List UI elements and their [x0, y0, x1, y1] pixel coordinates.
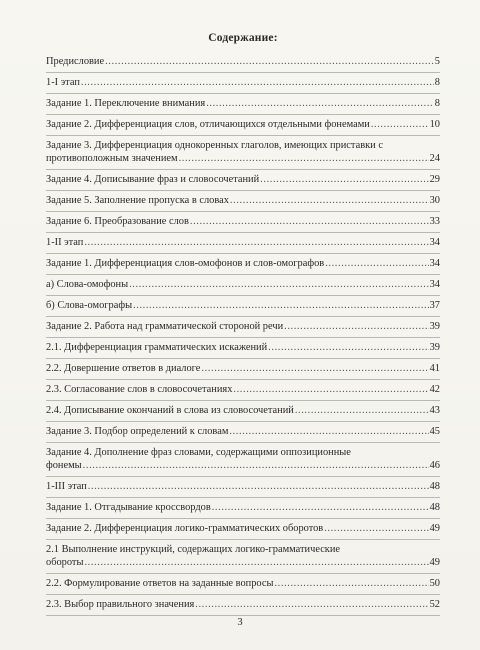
toc-entry-text: Задание 3. Подбор определений к словам	[46, 426, 229, 437]
toc-entry-line	[46, 320, 440, 333]
page-number: 3	[237, 617, 243, 628]
dot-leader	[179, 152, 429, 165]
toc-entry-line	[46, 299, 440, 312]
toc-entry-line	[46, 480, 440, 493]
dot-leader	[129, 278, 429, 291]
toc-entry-text: б) Слова-омографы	[46, 300, 133, 311]
toc-entry-page: 50	[429, 578, 440, 589]
toc-entry	[46, 115, 440, 136]
toc-entry-line	[46, 522, 440, 535]
dot-leader	[295, 404, 429, 417]
dot-leader	[371, 118, 429, 131]
toc-entry-text: 2.1. Дифференциация грамматических искажений	[46, 342, 268, 353]
toc-entry-page: 45	[429, 426, 440, 437]
toc-entry-page: 49	[429, 557, 440, 568]
toc-entry-text-continued: противоположным значением	[46, 153, 178, 164]
toc-entry-page: 37	[429, 300, 440, 311]
toc-entry-line	[46, 173, 440, 186]
toc-entry-text: Задание 1. Отгадывание кроссвордов	[46, 502, 211, 513]
toc-entry-text: Задание 6. Преобразование слов	[46, 216, 189, 227]
toc-entry-text-continued: фонемы	[46, 460, 82, 471]
toc-entry	[46, 595, 440, 616]
toc-entry	[46, 317, 440, 338]
dot-leader	[229, 425, 428, 438]
toc-entry-text: 1-I этап	[46, 77, 80, 88]
dot-leader	[88, 480, 429, 493]
toc-entry	[46, 443, 440, 477]
page-title: Содержание:	[208, 32, 278, 44]
dot-leader	[84, 556, 428, 569]
dot-leader	[206, 97, 434, 110]
toc-entry-text-continued: обороты	[46, 557, 84, 568]
toc-entry-page: 43	[429, 405, 440, 416]
toc-entry-text: а) Слова-омофоны	[46, 279, 129, 290]
toc-entry-page: 41	[429, 363, 440, 374]
toc-entry-page: 49	[429, 523, 440, 534]
toc-entry-line	[46, 341, 440, 354]
toc-entry-text: Задание 5. Заполнение пропуска в словах	[46, 195, 229, 206]
toc-entry	[46, 136, 440, 170]
dot-leader	[268, 341, 428, 354]
toc-entry	[46, 359, 440, 380]
toc-entry-line	[46, 97, 440, 110]
toc-entry	[46, 380, 440, 401]
toc-entry	[46, 275, 440, 296]
dot-leader	[324, 522, 428, 535]
toc-entry-line	[46, 459, 440, 472]
toc-entry	[46, 94, 440, 115]
toc-entry-line	[46, 556, 440, 569]
toc-entry-text: 1-II этап	[46, 237, 84, 248]
toc-entry	[46, 254, 440, 275]
toc-entry-page: 39	[429, 342, 440, 353]
toc-entry-page: 42	[429, 384, 440, 395]
toc-entry-line	[46, 278, 440, 291]
toc-entry-text: 2.3. Согласование слов в словосочетаниях	[46, 384, 233, 395]
toc-entry-page: 34	[429, 279, 440, 290]
toc-entry-page: 24	[429, 153, 440, 164]
toc-entry	[46, 422, 440, 443]
table-of-contents	[46, 52, 440, 616]
toc-entry-text: Предисловие	[46, 56, 105, 67]
toc-entry-line	[46, 404, 440, 417]
toc-entry-text: Задание 1. Дифференциация слов-омофонов и слов-омографов	[46, 258, 325, 269]
toc-entry-page: 39	[429, 321, 440, 332]
toc-entry-page: 33	[429, 216, 440, 227]
toc-entry-line	[46, 577, 440, 590]
dot-leader	[133, 299, 429, 312]
toc-entry-page: 52	[429, 599, 440, 610]
toc-entry-text: 2.1 Выполнение инструкций, содержащих логико-грамматические	[46, 544, 341, 555]
toc-entry-text: 1-III этап	[46, 481, 87, 492]
toc-entry-page: 30	[429, 195, 440, 206]
toc-entry-page: 8	[434, 77, 440, 88]
toc-entry-text: Задание 4. Дополнение фраз словами, содержащими оппозиционные	[46, 447, 351, 458]
toc-entry-text: 2.4. Дописывание окончаний в слова из словосочетаний	[46, 405, 294, 416]
toc-entry	[46, 540, 440, 574]
dot-leader	[230, 194, 429, 207]
toc-entry-text: Задание 3. Дифференциация однокоренных глаголов, имеющих приставки с	[46, 140, 383, 151]
dot-leader	[284, 320, 428, 333]
toc-entry	[46, 296, 440, 317]
toc-entry-page: 34	[429, 258, 440, 269]
toc-entry	[46, 191, 440, 212]
toc-entry-text: Задание 4. Дописывание фраз и словосочетаний	[46, 174, 260, 185]
dot-leader	[195, 598, 428, 611]
toc-entry-text: 2.2. Формулирование ответов на заданные вопросы	[46, 578, 274, 589]
toc-entry-line	[46, 236, 440, 249]
toc-entry	[46, 233, 440, 254]
dot-leader	[190, 215, 429, 228]
toc-entry-line	[46, 383, 440, 396]
toc-entry-line	[46, 257, 440, 270]
toc-entry	[46, 498, 440, 519]
dot-leader	[260, 173, 428, 186]
toc-entry-line	[46, 425, 440, 438]
toc-entry-text: Задание 2. Дифференциация слов, отличающихся отдельными фонемами	[46, 119, 370, 130]
dot-leader	[233, 383, 428, 396]
dot-leader	[81, 76, 434, 89]
toc-entry	[46, 401, 440, 422]
toc-entry-line	[46, 118, 440, 131]
dot-leader	[212, 501, 429, 514]
dot-leader	[83, 459, 429, 472]
dot-leader	[325, 257, 428, 270]
toc-entry-text: 2.3. Выбор правильного значения	[46, 599, 195, 610]
toc-entry-line	[46, 55, 440, 68]
toc-entry-page: 48	[429, 502, 440, 513]
toc-entry-text: Задание 1. Переключение внимания	[46, 98, 206, 109]
toc-entry-line	[46, 501, 440, 514]
toc-entry-page: 5	[434, 56, 440, 67]
dot-leader	[274, 577, 428, 590]
toc-entry	[46, 52, 440, 73]
toc-entry	[46, 170, 440, 191]
dot-leader	[84, 236, 428, 249]
toc-entry-line	[46, 598, 440, 611]
toc-entry-text: Задание 2. Работа над грамматической стороной речи	[46, 321, 284, 332]
toc-entry-page: 8	[434, 98, 440, 109]
toc-entry-text: 2.2. Довершение ответов в диалоге	[46, 363, 201, 374]
dot-leader	[105, 55, 434, 68]
toc-entry-line	[46, 215, 440, 228]
toc-entry	[46, 477, 440, 498]
dot-leader	[201, 362, 428, 375]
toc-entry-text: Задание 2. Дифференциация логико-грамматических оборотов	[46, 523, 324, 534]
toc-entry-page: 10	[429, 119, 440, 130]
toc-entry-page: 29	[429, 174, 440, 185]
toc-entry-line	[46, 76, 440, 89]
toc-entry-line	[46, 362, 440, 375]
toc-entry-page: 46	[429, 460, 440, 471]
toc-entry-line	[46, 194, 440, 207]
toc-entry	[46, 574, 440, 595]
toc-entry-line	[46, 152, 440, 165]
toc-entry-page: 48	[429, 481, 440, 492]
toc-entry-page: 34	[429, 237, 440, 248]
toc-entry	[46, 73, 440, 94]
toc-entry	[46, 212, 440, 233]
toc-entry	[46, 519, 440, 540]
toc-entry	[46, 338, 440, 359]
